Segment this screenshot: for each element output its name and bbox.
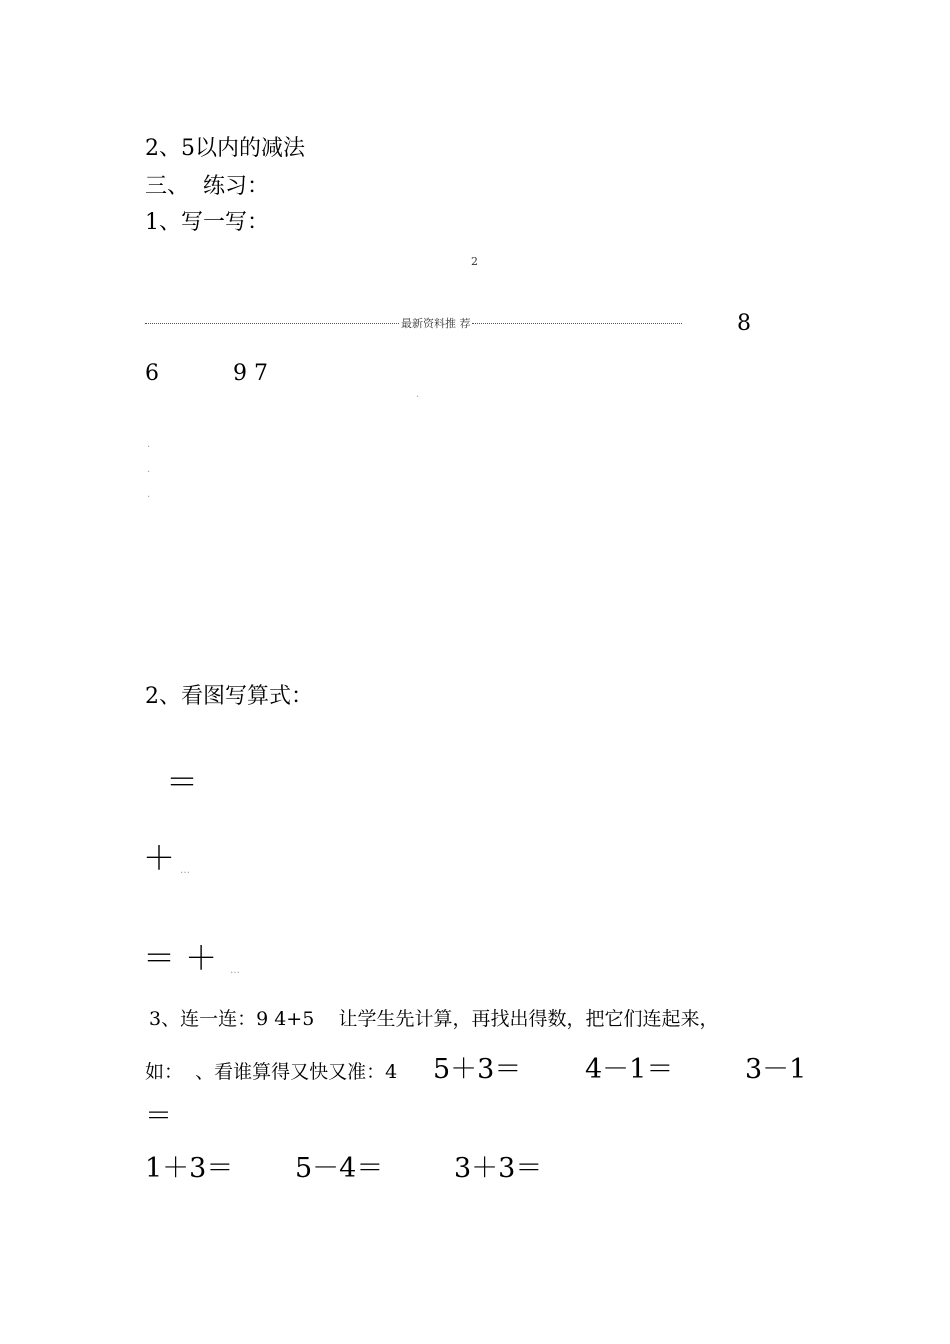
equation-tail: ＝ bbox=[145, 1101, 172, 1132]
number-9-7: 9 7 bbox=[233, 361, 268, 386]
equation: 5＋3＝ bbox=[433, 1054, 522, 1085]
plus-sign: ＋ bbox=[143, 839, 176, 877]
heading-practice: 三、 练习： bbox=[145, 174, 269, 199]
quick-calc-label: 如： 、看谁算得又快又准：4 bbox=[145, 1061, 398, 1083]
divider-left bbox=[145, 323, 399, 324]
equation: 4－1＝ bbox=[585, 1054, 674, 1085]
stray-dot: . bbox=[416, 389, 420, 400]
stray-dot: . bbox=[147, 464, 151, 475]
stray-dot: . bbox=[147, 439, 151, 450]
number-6: 6 bbox=[145, 361, 159, 386]
page-number: 2 bbox=[471, 255, 478, 268]
ellipsis-mark: … bbox=[180, 865, 190, 876]
banner-text: 最新资料推 荐 bbox=[401, 317, 471, 330]
heading-subtraction-within-5: 2、5以内的减法 bbox=[145, 136, 305, 161]
exercise-2-label: 2、看图写算式： bbox=[145, 684, 313, 709]
equation: 5－4＝ bbox=[295, 1153, 384, 1184]
exercise-3-label: 3、连一连：9 4+5 让学生先计算，再找出得数，把它们连起来， bbox=[149, 1008, 719, 1030]
equals-plus-signs: ＝ ＋ bbox=[143, 939, 218, 977]
stray-dot: . bbox=[147, 489, 151, 500]
exercise-1-label: 1、写一写： bbox=[145, 210, 269, 235]
equation: 3＋3＝ bbox=[454, 1153, 543, 1184]
number-8: 8 bbox=[737, 311, 751, 336]
ellipsis-mark: … bbox=[230, 965, 240, 976]
divider-right bbox=[472, 323, 682, 324]
equals-sign: ＝ bbox=[166, 763, 199, 801]
equation: 1＋3＝ bbox=[145, 1153, 234, 1184]
equation: 3－1 bbox=[745, 1054, 807, 1085]
